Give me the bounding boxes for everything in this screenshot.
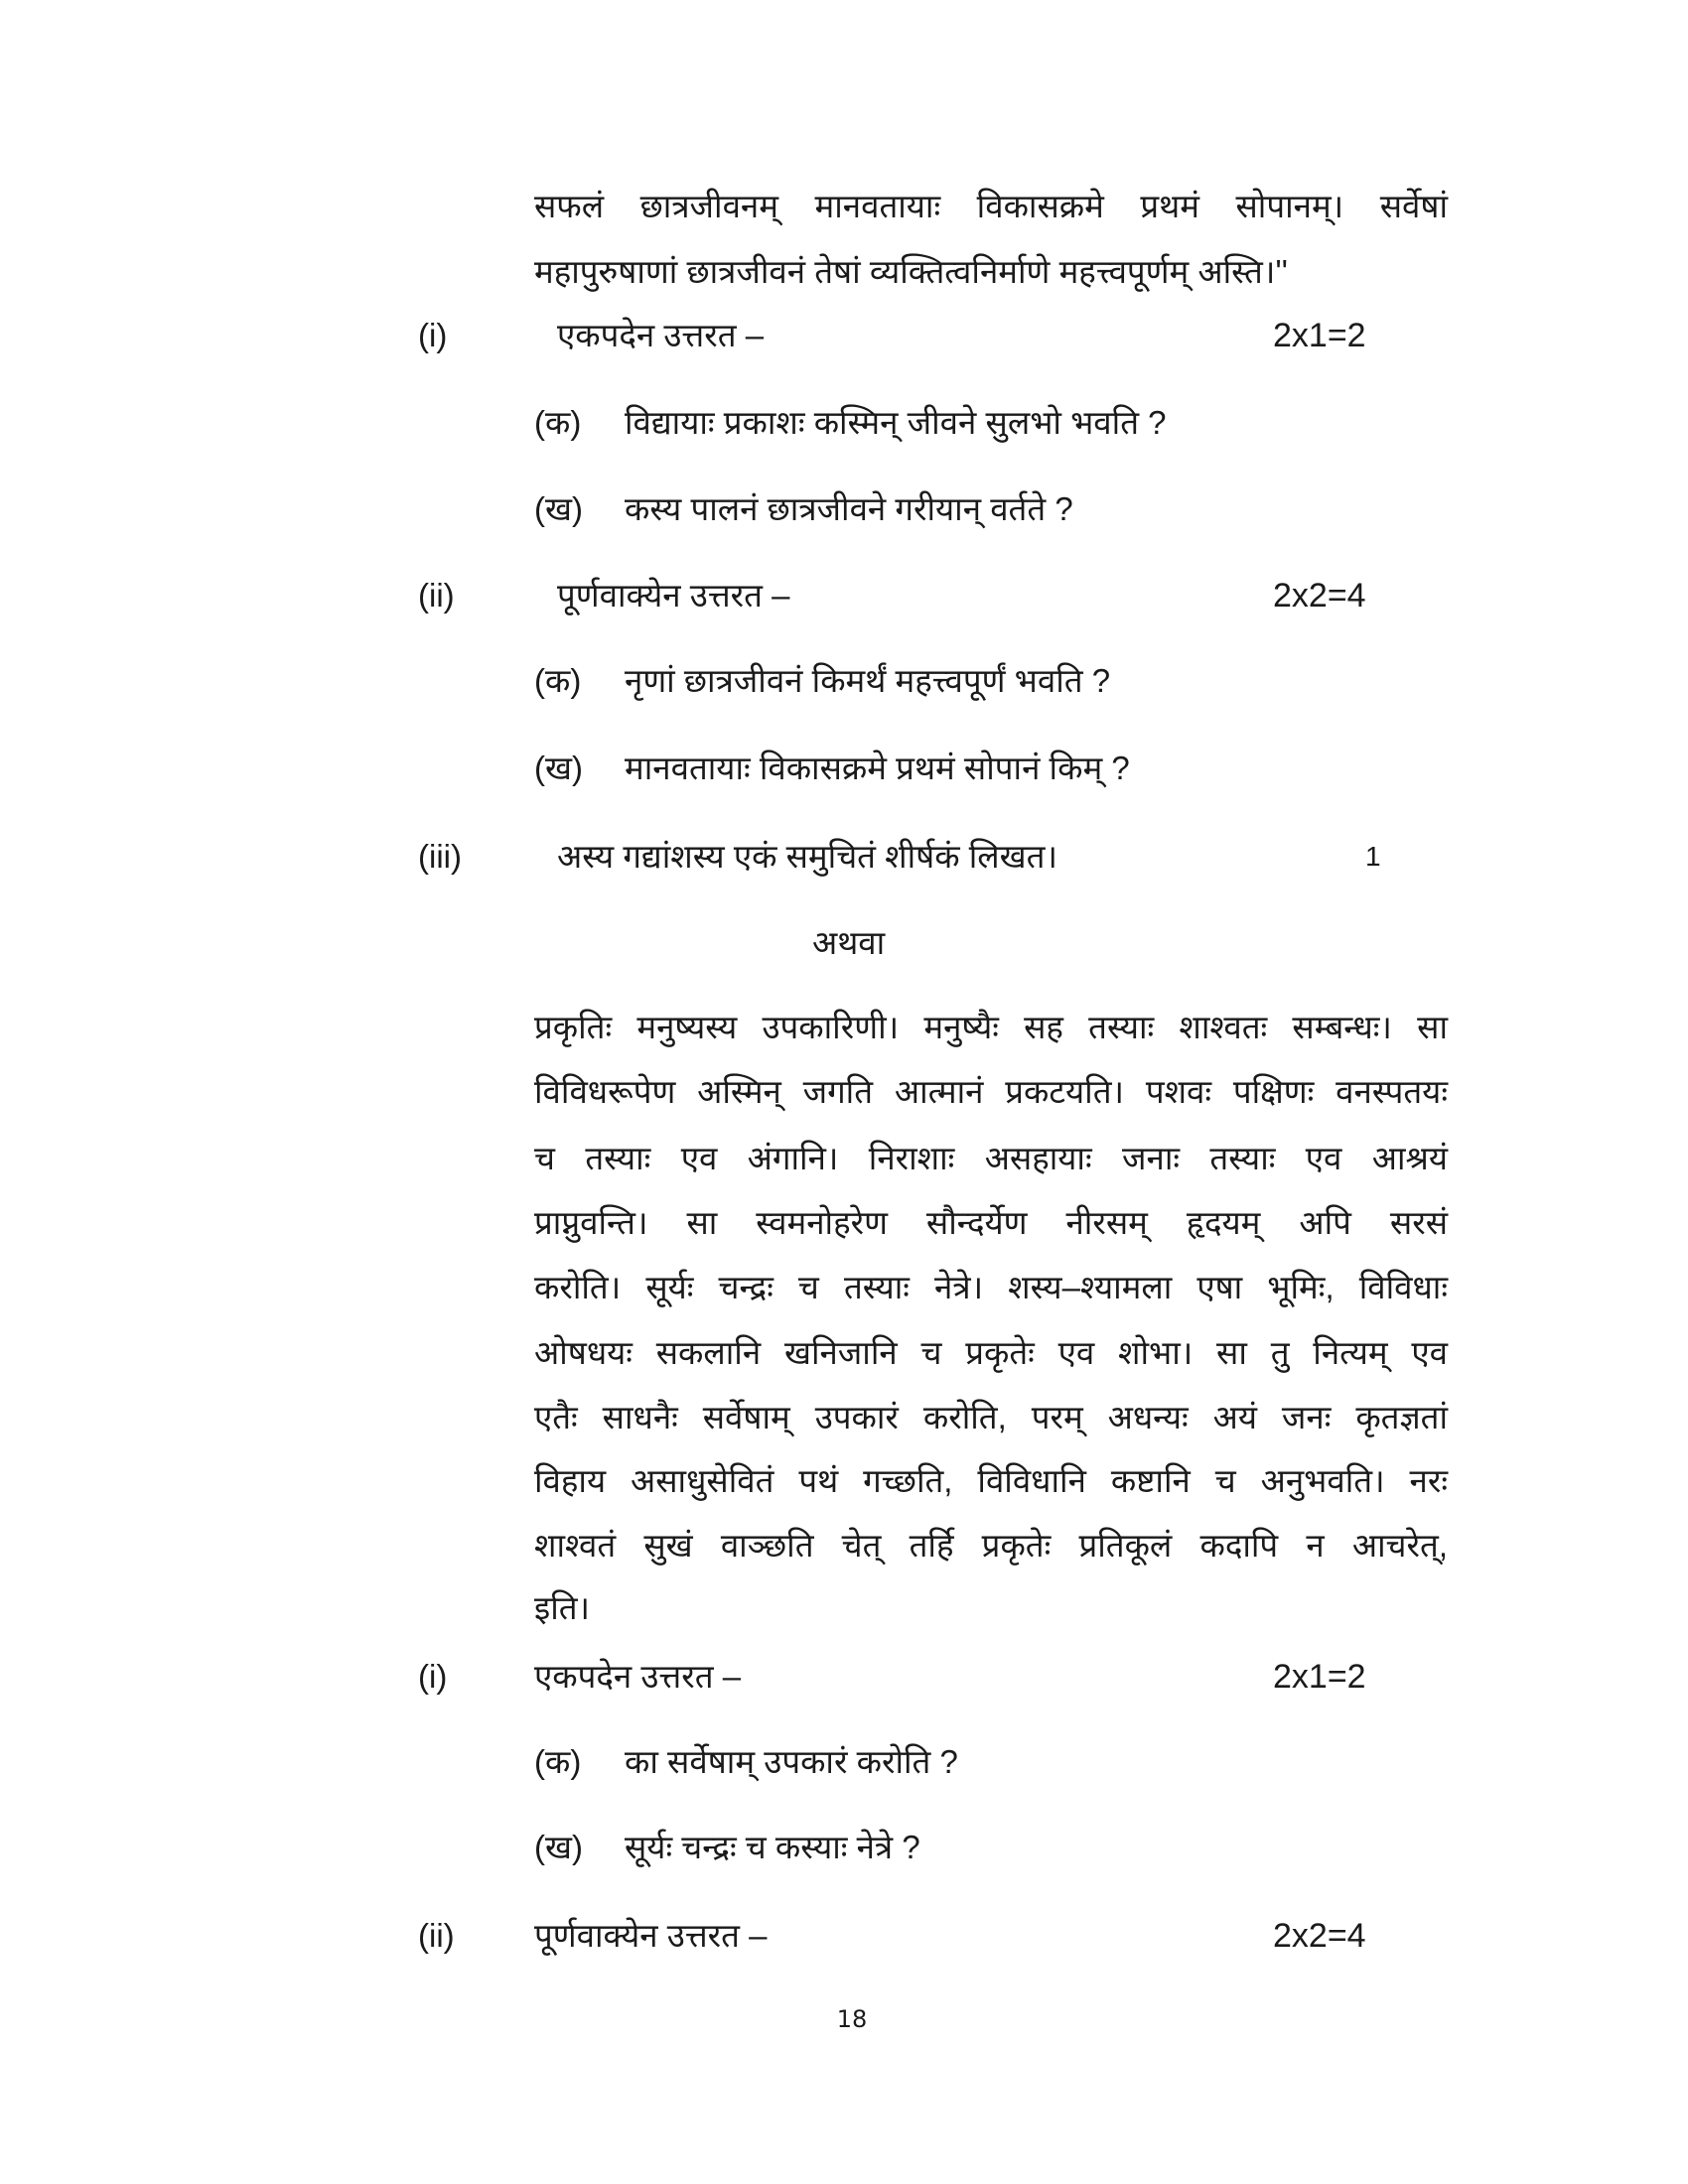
passage-line: ओषधयः सकलानि खनिजानि च प्रकृतेः एव शोभा। सा तु नित्यम् एव [534,1334,1448,1371]
sub-label: (ख) [534,750,583,786]
passage-line: विहाय असाधुसेवितं पथं गच्छति, विविधानि कष्टानि च अनुभवति। नरः [534,1462,1448,1499]
question-number: (iii) [418,838,462,875]
question-number: (i) [418,1658,448,1695]
sub-question: कस्य पालनं छात्रजीवने गरीयान् वर्तते ? [625,490,1073,527]
question-marks: 2x1=2 [1273,1658,1366,1696]
sub-question: का सर्वेषाम् उपकारं करोति ? [625,1743,958,1780]
question-marks: 1 [1365,841,1381,872]
sub-label: (क) [534,662,582,699]
or-divider: अथवा [812,924,886,961]
sub-label: (ख) [534,490,583,527]
passage-line: प्राप्नुवन्ति। सा स्वमनोहरेण सौन्दर्येण नीरसम् हृदयम् अपि सरसं [534,1204,1448,1241]
sub-question: नृणां छात्रजीवनं किमर्थं महत्त्वपूर्णं भवति ? [625,662,1111,699]
question-number: (i) [418,317,448,353]
sub-label: (क) [534,404,582,441]
question-text: पूर्णवाक्येन उत्तरत – [557,577,790,614]
question-text: अस्य गद्यांशस्य एकं समुचितं शीर्षकं लिखत। [557,838,1057,875]
question-number: (ii) [418,577,455,614]
question-marks: 2x1=2 [1273,317,1366,354]
question-marks: 2x2=4 [1273,577,1366,614]
passage-line: एतैः साधनैः सर्वेषाम् उपकारं करोति, परम् अधन्यः अयं जनः कृतज्ञतां [534,1399,1448,1435]
passage-line: विविधरूपेण अस्मिन् जगति आत्मानं प्रकटयति। पशवः पक्षिणः वनस्पतयः [534,1073,1448,1110]
question-marks: 2x2=4 [1273,1917,1366,1955]
sub-question: मानवतायाः विकासक्रमे प्रथमं सोपानं किम् ? [625,750,1130,786]
sub-label: (ख) [534,1829,583,1865]
question-text: एकपदेन उत्तरत – [557,317,765,353]
sub-label: (क) [534,1743,582,1780]
passage-line: शाश्वतं सुखं वाञ्छति चेत् तर्हि प्रकृतेः प्रतिकूलं कदापि न आचरेत्, [534,1527,1448,1564]
passage-line: करोति। सूर्यः चन्द्रः च तस्याः नेत्रे। शस्य–श्यामला एषा भूमिः, विविधाः [534,1269,1448,1305]
sub-question: विद्यायाः प्रकाशः कस्मिन् जीवने सुलभो भवति ? [625,404,1167,441]
page-number: 18 [836,2005,868,2033]
passage-line: महापुरुषाणां छात्रजीवनं तेषां व्यक्तित्वनिर्माणे महत्त्वपूर्णम् अस्ति।'' [534,253,1288,290]
sub-question: सूर्यः चन्द्रः च कस्याः नेत्रे ? [625,1829,920,1865]
question-text: पूर्णवाक्येन उत्तरत – [534,1917,768,1954]
question-number: (ii) [418,1917,455,1954]
passage-line: प्रकृतिः मनुष्यस्य उपकारिणी। मनुष्यैः सह तस्याः शाश्वतः सम्बन्धः। सा [534,1009,1448,1045]
passage-line: इति। [534,1589,591,1626]
passage-line: सफलं छात्रजीवनम् मानवतायाः विकासक्रमे प्रथमं सोपानम्। सर्वेषां [534,188,1448,224]
passage-line: च तस्याः एव अंगानि। निराशाः असहायाः जनाः तस्याः एव आश्रयं [534,1140,1448,1176]
question-text: एकपदेन उत्तरत – [534,1658,742,1695]
